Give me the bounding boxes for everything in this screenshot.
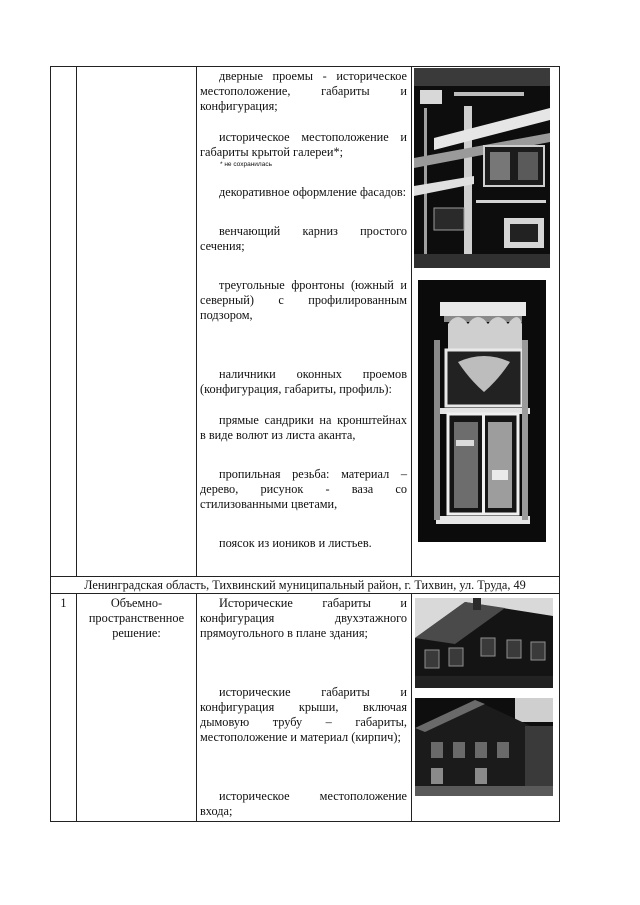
feature-text: декоративное оформление фасадов: [219,185,407,199]
house-photo [415,598,553,688]
feature-text: дверные проемы - историческое местоположение, габариты и конфигурация; [200,69,407,113]
feature-text: треугольные фронтоны (южный и северный) с профилированным подзором, [200,278,407,322]
feature-text: пропильная резьба: материал – дерево, рисунок - ваза со стилизованными цветами, [200,467,407,511]
feature-text: прямые сандрики на кронштейнах в виде волют из листа аканта, [200,413,407,442]
feature-text: Исторические габариты и конфигурация двухэтажного прямоугольного в плане здания; [200,596,407,640]
footnote: * не сохранилась [220,161,272,168]
house-photo [415,698,553,796]
features-cell [197,67,412,577]
window-photo [418,280,546,542]
photo-cell [412,594,560,822]
features-cell [197,594,412,822]
feature-text: исторические габариты и конфигурация крыши, включая дымовую трубу – габариты, местоположение и материал (кирпич); [200,685,407,744]
row-number: 1 [51,594,77,822]
building-photo [414,68,550,268]
table-row [51,67,560,577]
feature-text: поясок из иоников и листьев. [219,536,372,550]
element-cell [77,67,197,577]
table-row [51,594,560,822]
number-cell [51,67,77,577]
region-header: Ленинградская область, Тихвинский муниципальный район, г. Тихвин, ул. Труда, 49 [51,577,560,594]
feature-text: историческое местоположение и габариты крытой галереи*; [200,130,407,159]
element-name: Объемно-пространственное решение: [77,594,197,822]
table-row [51,577,560,594]
photo-cell [412,67,560,577]
feature-text: наличники оконных проемов (конфигурация, габариты, профиль): [200,367,407,396]
feature-text: венчающий карниз простого сечения; [200,224,407,253]
protection-subject-table [50,66,560,822]
feature-text: историческое местоположение входа; [200,789,407,818]
